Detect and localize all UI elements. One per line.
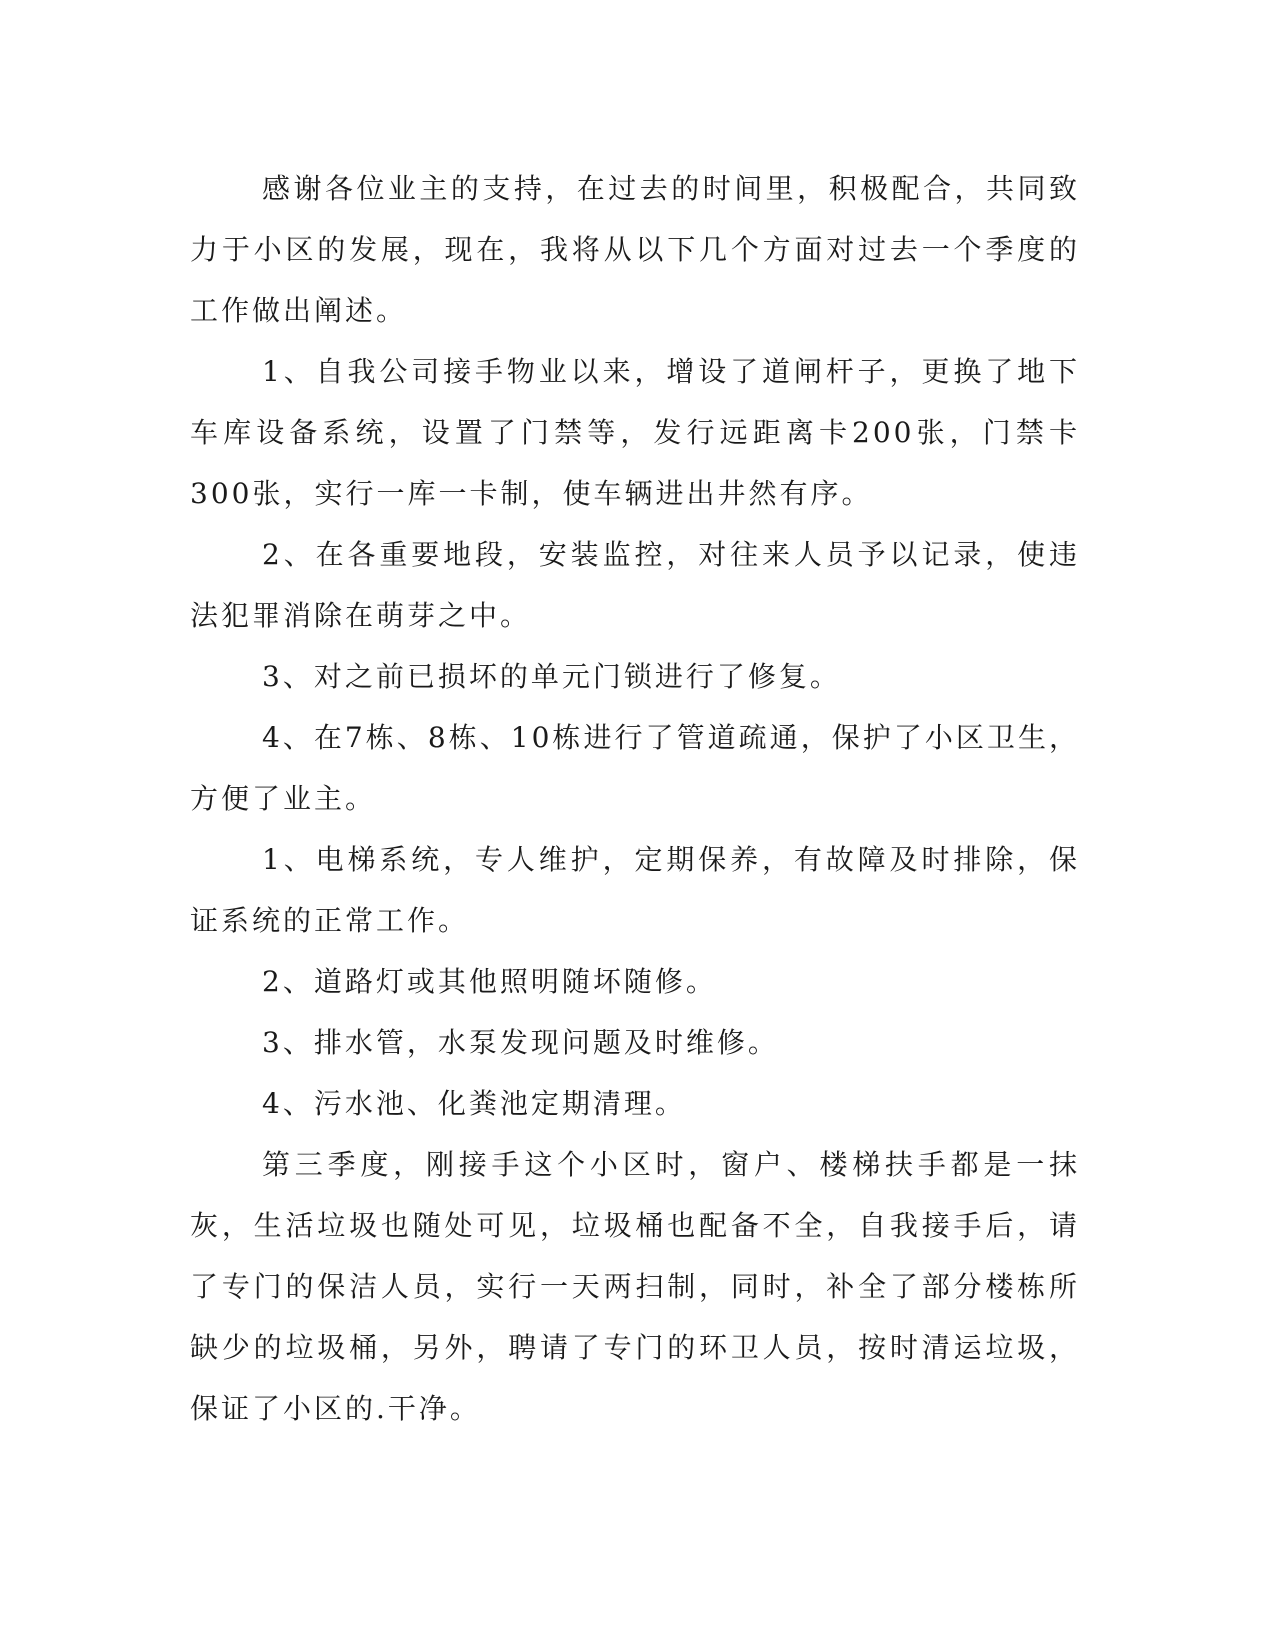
document-body xyxy=(190,158,1080,1439)
paragraph-item-4-pipes: 4、在7栋、8栋、10栋进行了管道疏通，保护了小区卫生，方便了业主。 xyxy=(190,721,1080,815)
paragraph-item-3-door-locks: 3、对之前已损坏的单元门锁进行了修复。 xyxy=(262,660,841,693)
paragraph-item-2-surveillance: 2、在各重要地段，安装监控，对往来人员予以记录，使违法犯罪消除在萌芽之中。 xyxy=(190,538,1080,632)
paragraph-item-1-elevator: 1、电梯系统，专人维护，定期保养，有故障及时排除，保证系统的正常工作。 xyxy=(190,843,1080,937)
paragraph-item-3-drainage: 3、排水管，水泵发现问题及时维修。 xyxy=(262,1026,779,1059)
paragraph-cleaning: 第三季度，刚接手这个小区时，窗户、楼梯扶手都是一抹灰，生活垃圾也随处可见，垃圾桶也配备不全，自我接手后，请了专门的保洁人员，实行一天两扫制，同时，补全了部分楼栋所缺少的垃圾桶，另外，聘请了专门的环卫人员，按时清运垃圾，保证了小区的.干净。 xyxy=(190,1148,1080,1425)
paragraph-intro: 感谢各位业主的支持，在过去的时间里，积极配合，共同致力于小区的发展，现在，我将从以下几个方面对过去一个季度的工作做出阐述。 xyxy=(190,172,1080,327)
paragraph-item-2-lighting: 2、道路灯或其他照明随坏随修。 xyxy=(262,965,717,998)
paragraph-item-4-sewage: 4、污水池、化粪池定期清理。 xyxy=(262,1087,686,1120)
paragraph-item-1-access-control: 1、自我公司接手物业以来，增设了道闸杆子，更换了地下车库设备系统，设置了门禁等，发行远距离卡200张，门禁卡300张，实行一库一卡制，使车辆进出井然有序。 xyxy=(190,355,1080,510)
